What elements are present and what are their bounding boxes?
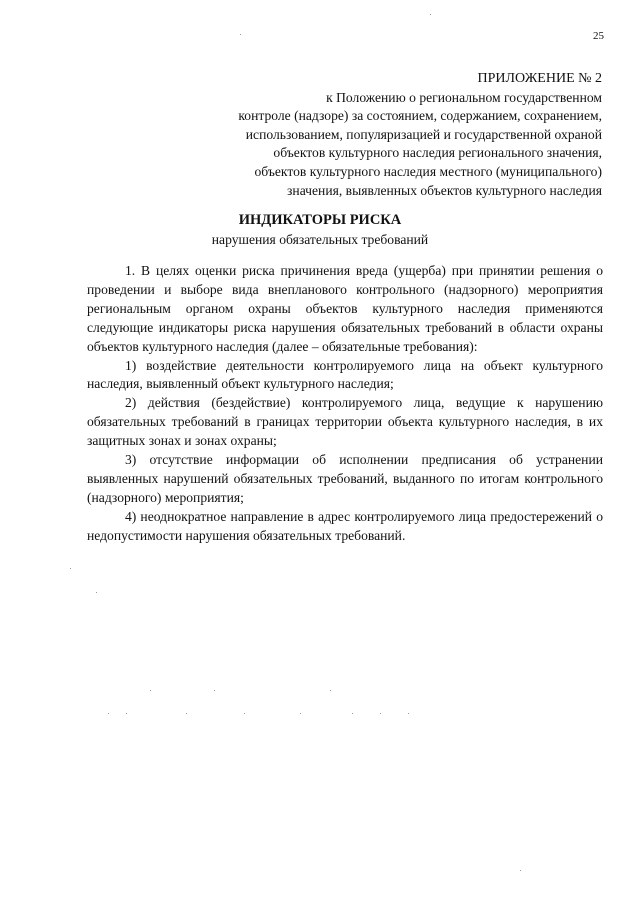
scan-speck xyxy=(214,690,215,691)
paragraph-item-2: 2) действия (бездействие) контролируемого лица, ведущие к нарушению обязательных требований в границах территории объекта культурного наследия, в их защитных зонах и зонах охраны; xyxy=(87,395,603,449)
page-number: 25 xyxy=(593,30,604,42)
appendix-line: контроле (надзоре) за состоянием, содержанием, сохранением, xyxy=(238,108,602,124)
paragraph-item-3: 3) отсутствие информации об исполнении предписания об устранении выявленных нарушений обязательных требований, выданного по итогам контрольного (надзорного) мероприятия; xyxy=(87,452,603,505)
scan-speck xyxy=(126,713,127,714)
document-subtitle: нарушения обязательных требований xyxy=(211,232,429,247)
document-heading xyxy=(0,210,640,249)
scan-speck xyxy=(380,713,381,714)
appendix-line: использованием, популяризацией и государственной охраной xyxy=(245,126,602,142)
paragraph-intro: 1. В целях оценки риска причинения вреда (ущерба) при принятии решения о проведении и выборе вида внепланового контрольного (надзорного) мероприятия региональным органом охраны объектов культурного наследия применяются следующие индикаторы риска нарушения обязательных требований в области охраны объектов культурного наследия (далее – обязательные требования): xyxy=(87,263,603,354)
appendix-line: объектов культурного наследия регионального значения, xyxy=(273,145,602,161)
scan-speck xyxy=(244,713,245,714)
scan-speck xyxy=(108,713,109,714)
appendix-line: объектов культурного наследия местного (муниципального) xyxy=(254,163,602,179)
appendix-title: ПРИЛОЖЕНИЕ № 2 xyxy=(477,71,602,86)
scan-speck xyxy=(330,690,331,691)
scan-speck xyxy=(520,870,521,871)
scan-speck xyxy=(96,592,97,593)
document-title: ИНДИКАТОРЫ РИСКА xyxy=(238,212,402,228)
scan-speck xyxy=(150,690,151,691)
appendix-line: значения, выявленных объектов культурного наследия xyxy=(287,182,602,198)
scan-speck xyxy=(352,713,353,714)
document-body xyxy=(87,262,603,546)
scan-speck xyxy=(186,713,187,714)
paragraph-item-1: 1) воздействие деятельности контролируемого лица на объект культурного наследия, выявленный объект культурного наследия; xyxy=(87,357,603,392)
scan-speck xyxy=(300,713,301,714)
scan-speck xyxy=(70,568,71,569)
scan-speck xyxy=(408,713,409,714)
appendix-block xyxy=(142,70,602,200)
scan-speck xyxy=(430,14,431,15)
scan-speck xyxy=(240,34,241,35)
scan-speck xyxy=(598,470,599,471)
paragraph-item-4: 4) неоднократное направление в адрес контролируемого лица предостережений о недопустимости нарушения обязательных требований. xyxy=(87,508,603,543)
appendix-line: к Положению о региональном государственном xyxy=(326,89,602,105)
